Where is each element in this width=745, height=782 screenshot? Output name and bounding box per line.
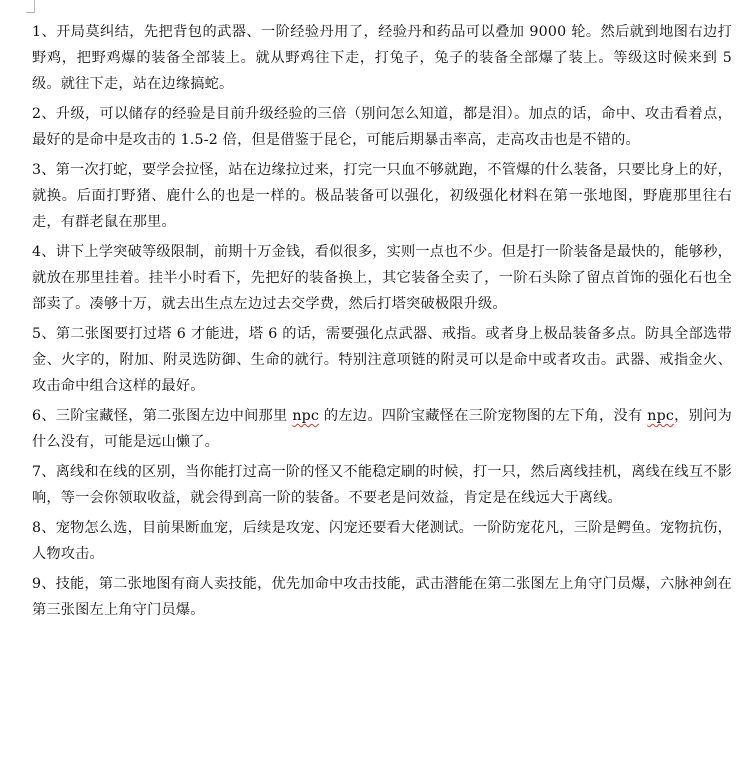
spellcheck-flag-npc-2[interactable]: npc bbox=[647, 408, 675, 424]
paragraph-7[interactable]: 7、离线和在线的区别，当你能打过高一阶的怪又不能稳定刷的时候，打一只，然后离线挂机，离线在线互不影响，等一会你领取收益，就会得到高一阶的装备。不要老是问效益，肯定是在线远大于离线。 bbox=[32, 464, 732, 506]
paragraph-6-text-middle: 的左边。四阶宝藏怪在三阶宠物图的左下角，没有 bbox=[319, 408, 648, 424]
document-body[interactable] bbox=[32, 19, 732, 627]
paragraph-5[interactable]: 5、第二张图要打过塔 6 才能进，塔 6 的话，需要强化点武器、戒指。或者身上极品装备多点。防具全部选带金、火字的，附加、附灵选防御、生命的就行。特别注意项链的附灵可以是命中或者攻击。武器、戒指金火、攻击命中组合这样的最好。 bbox=[32, 326, 732, 394]
paragraph-8[interactable]: 8、宠物怎么选，目前果断血宠，后续是攻宠、闪宠还要看大佬测试。一阶防宠花凡，三阶是鳄鱼。宠物抗伤，人物攻击。 bbox=[32, 520, 732, 562]
paragraph-6-text-before: 6、三阶宝藏怪，第二张图左边中间那里 bbox=[32, 408, 293, 424]
paragraph-1[interactable]: 1、开局莫纠结，先把背包的武器、一阶经验丹用了，经验丹和药品可以叠加 9000 轮。然后就到地图右边打野鸡，把野鸡爆的装备全部装上。就从野鸡往下走，打兔子，兔子的装备全部爆了装上。等级这时候来到 5 级。就往下走，站在边缘搞蛇。 bbox=[32, 24, 732, 92]
paragraph-9[interactable]: 9、技能，第二张地图有商人卖技能，优先加命中攻击技能，武击潜能在第二张图左上角守门员爆，六脉神剑在第三张图左上角守门员爆。 bbox=[32, 576, 732, 618]
paragraph-3[interactable]: 3、第一次打蛇，要学会拉怪，站在边缘拉过来，打完一只血不够就跑，不管爆的什么装备，只要比身上的好，就换。后面打野猪、鹿什么的也是一样的。极品装备可以强化，初级强化材料在第一张地图，野鹿那里往右走，有群老鼠在那里。 bbox=[32, 162, 732, 230]
paragraph-2[interactable]: 2、升级，可以储存的经验是目前升级经验的三倍（别问怎么知道，都是泪）。加点的话，命中、攻击看着点，最好的是命中是攻击的 1.5-2 倍，但是借鉴于昆仑，可能后期暴击率高，走高攻击也是不错的。 bbox=[32, 106, 732, 148]
spellcheck-flag-npc-1[interactable]: npc bbox=[292, 408, 320, 424]
paragraph-6[interactable] bbox=[32, 403, 732, 455]
paragraph-4[interactable]: 4、讲下上学突破等级限制，前期十万金钱，看似很多，实则一点也不少。但是打一阶装备是最快的，能够秒，就放在那里挂着。挂半小时看下，先把好的装备换上，其它装备全卖了，一阶石头除了留点首饰的强化石也全部卖了。凑够十万，就去出生点左边过去交学费，然后打塔突破极限升级。 bbox=[32, 244, 732, 312]
page-margin-corner-mark bbox=[26, 0, 35, 13]
paragraph-6-text-after: ，别问为什么没有，可能是远山懒了。 bbox=[32, 408, 732, 450]
